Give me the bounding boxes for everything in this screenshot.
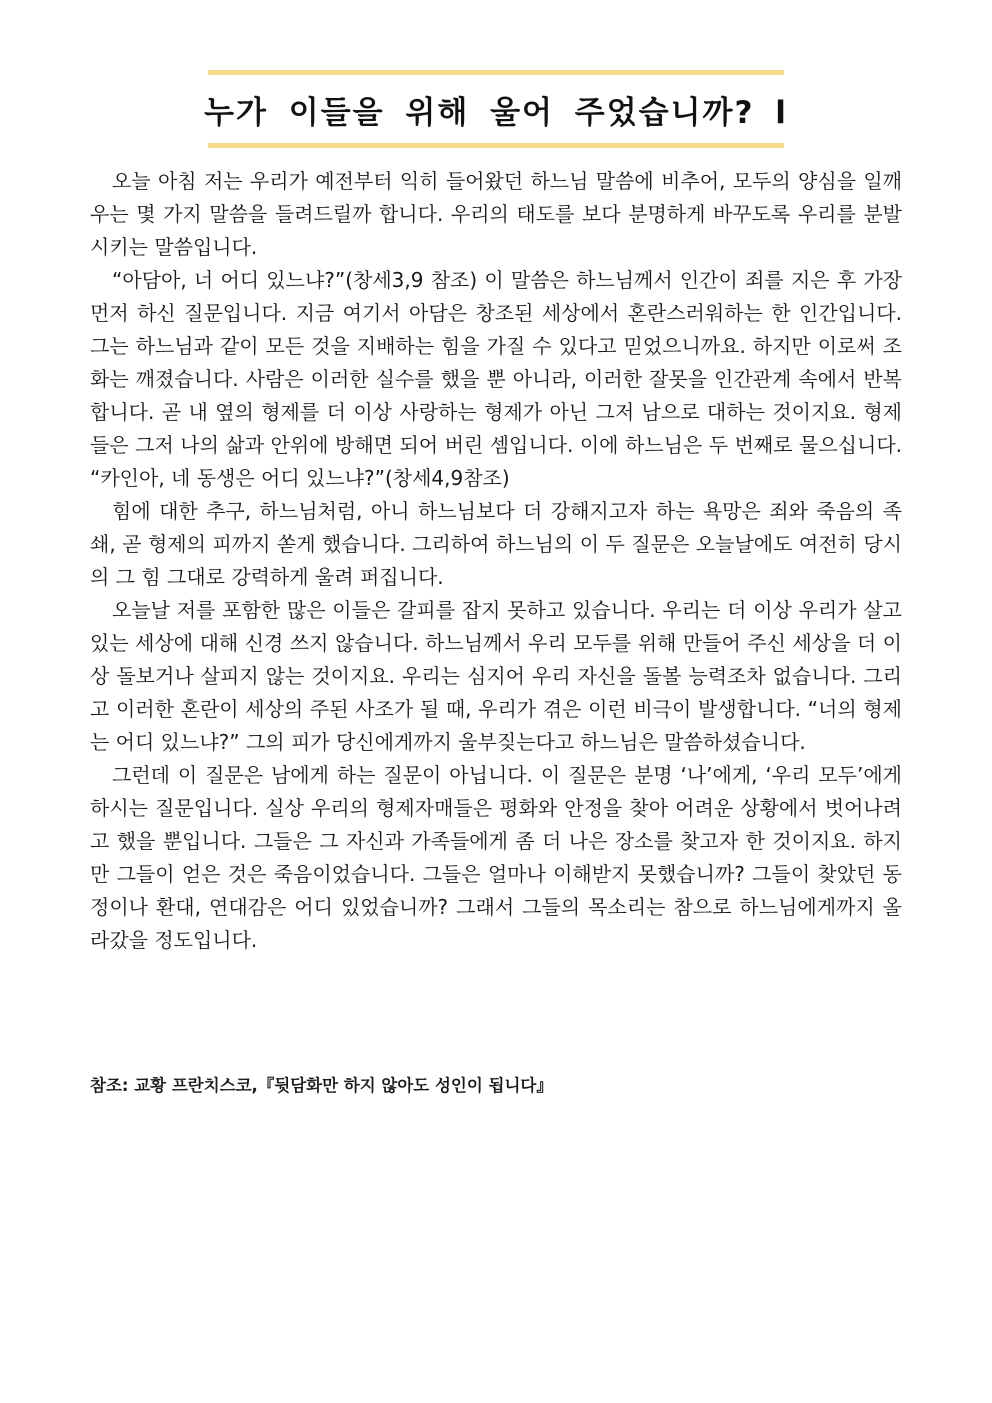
reference-note: 참조: 교황 프란치스코,『뒷담화만 하지 않아도 성인이 됩니다』 bbox=[90, 1076, 553, 1095]
title-box bbox=[204, 70, 788, 148]
article-body bbox=[90, 165, 902, 957]
paragraph-2: “아담아, 너 어디 있느냐?”(창세3,9 참조) 이 말씀은 하느님께서 인간이 죄를 지은 후 가장 먼저 하신 질문입니다. 지금 여기서 아담은 창조된 세상에서 혼란스러워하는 한 인간입니다. 그는 하느님과 같이 모든 것을 지배하는 힘을 가질 수 있다고 믿었으니까요. 하지만 이로써 조화는 깨졌습니다. 사람은 이러한 실수를 했을 뿐 아니라, 이러한 잘못을 인간관계 속에서 반복합니다. 곧 내 옆의 형제를 더 이상 사랑하는 형제가 아닌 그저 남으로 대하는 것이지요. 형제들은 그저 나의 삶과 안위에 방해면 되어 버린 셈입니다. 이에 하느님은 두 번째로 물으십니다. “카인아, 네 동생은 어디 있느냐?”(창세4,9참조) bbox=[90, 268, 902, 490]
paragraph-1: 오늘 아침 저는 우리가 예전부터 익히 들어왔던 하느님 말씀에 비추어, 모두의 양심을 일깨우는 몇 가지 말씀을 들려드릴까 합니다. 우리의 태도를 보다 분명하게 바꾸도록 우리를 분발시키는 말씀입니다. bbox=[90, 169, 902, 259]
paragraph-3: 힘에 대한 추구, 하느님처럼, 아니 하느님보다 더 강해지고자 하는 욕망은 죄와 죽음의 족쇄, 곧 형제의 피까지 쏟게 했습니다. 그리하여 하느님의 이 두 질문은 오늘날에도 여전히 당시의 그 힘 그대로 강력하게 울려 퍼집니다. bbox=[90, 499, 902, 589]
page-title: 누가 이들을 위해 울어 주었습니까? l bbox=[204, 94, 788, 131]
paragraph-4: 오늘날 저를 포함한 많은 이들은 갈피를 잡지 못하고 있습니다. 우리는 더 이상 우리가 살고 있는 세상에 대해 신경 쓰지 않습니다. 하느님께서 우리 모두를 위해 만들어 주신 세상을 더 이상 돌보거나 살피지 않는 것이지요. 우리는 심지어 우리 자신을 돌볼 능력조차 없습니다. 그리고 이러한 혼란이 세상의 주된 사조가 될 때, 우리가 겪은 이런 비극이 발생합니다. “너의 형제는 어디 있느냐?” 그의 피가 당신에게까지 울부짖는다고 하느님은 말씀하셨습니다. bbox=[90, 598, 902, 754]
paragraph-5: 그런데 이 질문은 남에게 하는 질문이 아닙니다. 이 질문은 분명 ‘나’에게, ‘우리 모두’에게 하시는 질문입니다. 실상 우리의 형제자매들은 평화와 안정을 찾아 어려운 상황에서 벗어나려고 했을 뿐입니다. 그들은 그 자신과 가족들에게 좀 더 나은 장소를 찾고자 한 것이지요. 하지만 그들이 얻은 것은 죽음이었습니다. 그들은 얼마나 이해받지 못했습니까? 그들이 찾았던 동정이나 환대, 연대감은 어디 있었습니까? 그래서 그들의 목소리는 참으로 하느님에게까지 올라갔을 정도입니다. bbox=[90, 763, 902, 952]
